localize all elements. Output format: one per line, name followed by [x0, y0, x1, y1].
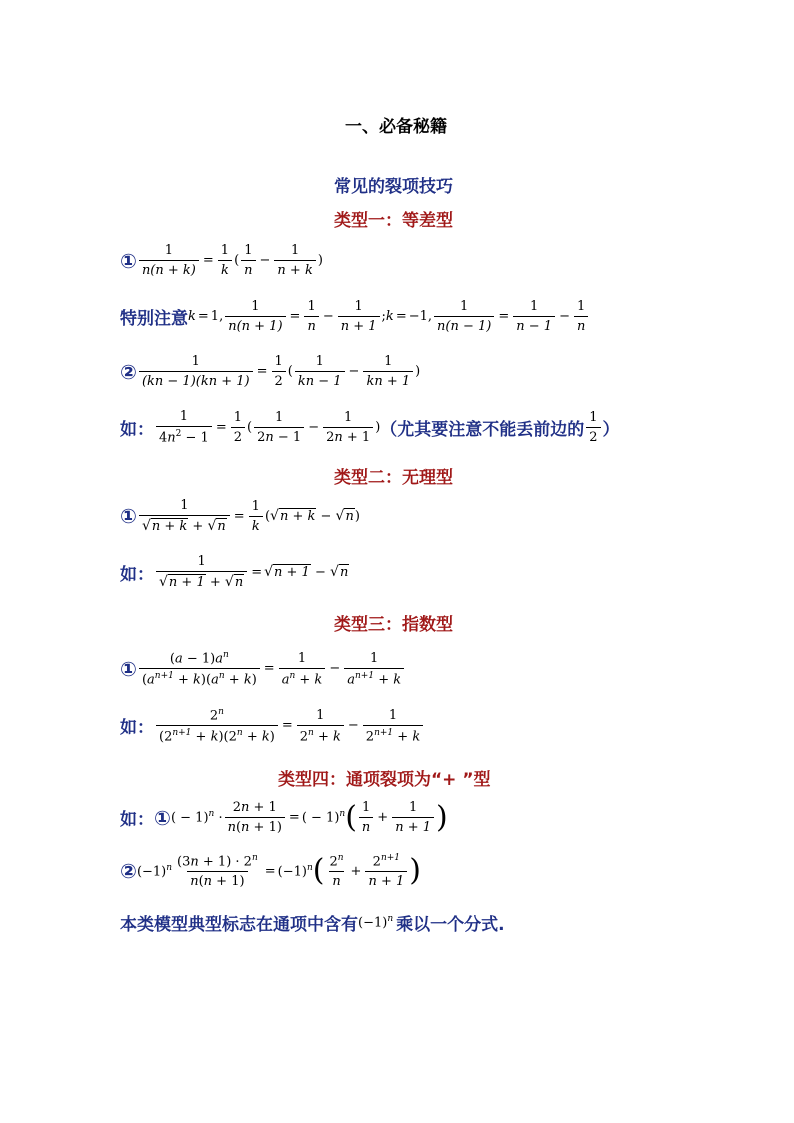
circled-number-2: ② — [120, 359, 137, 384]
type-heading-2: 类型二：无理型 — [334, 468, 453, 488]
example-label: 如： — [120, 718, 154, 739]
conclusion-line: 本类模型典型标志在通项中含有 $(-1)^n$ 乘以一个分式. — [120, 910, 505, 935]
example-4-1: 如： ① ( − 1)$^n$ · $\frac{2n + 1}{n(n + 1)}$ = ( − 1)$^n$ ( $\frac{1}{n}$ + $\frac{1}{n + 1}$ ) — [120, 799, 448, 835]
circled-number-2: ② — [120, 859, 137, 884]
type-heading-4: 类型四：通项裂项为“+ ”型 — [278, 770, 491, 790]
example-4-2: ② $(-1)^n$ $\frac{(3n + 1) \cdot 2^n}{n(n + 1)}$ = $(-1)^n$ ( $\frac{2^n}{n}$ + $\frac{2^{n+1}}{n + 1}$ ) — [120, 853, 421, 890]
page-title: 一、必备秘籍 — [345, 117, 447, 137]
example-label: 如： — [120, 810, 154, 830]
formula-2-1: ① $\frac{1}{√n + k + √n}$ = $\frac{1}{k}$ (√n + k − √n) — [120, 498, 360, 534]
special-note-label: 特别注意 — [120, 309, 188, 329]
conclusion-text-b: 乘以一个分式. — [396, 915, 505, 935]
formula-3-1: ① $\frac{(a - 1)a^n}{(a^{n+1} + k)(a^n + k)}$ = $\frac{1}{a^n + k}$ − $\frac{1}{a^{n+1} + k}$ — [120, 650, 406, 688]
type-heading-1: 类型一：等差型 — [334, 211, 453, 231]
example-label: 如： — [120, 564, 154, 585]
example-2: 如： $\frac{1}{√n + 1 + √n}$ = √n + 1 − √n — [120, 554, 349, 590]
circled-number-1: ① — [120, 656, 137, 681]
type-heading-3: 类型三：指数型 — [334, 615, 453, 635]
section-subtitle: 常见的裂项技巧 — [334, 177, 453, 197]
note-close: ） — [602, 419, 620, 440]
example-label: 如： — [120, 419, 154, 440]
circled-number-1: ① — [120, 248, 137, 273]
circled-number-1: ① — [120, 504, 137, 528]
circled-number-1: ① — [154, 805, 171, 830]
note-open: （尤其要注意不能丢前边的 — [380, 419, 585, 440]
formula-1-1: ① $\frac{1}{n(n + k)}$ = $\frac{1}{k}$ ( $\frac{1}{n}$ − $\frac{1}{n + k}$ ) — [120, 243, 323, 278]
example-1: 如： $\frac{1}{4n^2 - 1}$ = $\frac{1}{2}$ ( $\frac{1}{2n - 1}$ − $\frac{1}{2n + 1}$ ) （尤其要注意不能丢前边的 $\frac{1}{2}$ ） — [120, 409, 620, 446]
formula-1-2: ② $\frac{1}{(kn - 1)(kn + 1)}$ = $\frac{1}{2}$ ( $\frac{1}{kn - 1}$ − $\frac{1}{kn + 1}$ ) — [120, 354, 421, 389]
special-note-row: 特别注意 k = 1, $\frac{1}{n(n + 1)}$ = $\frac{1}{n}$ − $\frac{1}{n + 1}$ ; k = −1, $\frac{1}{n(n - 1)}$ = $\frac{1}{n - 1}$ − $\frac{1}{n}$ — [120, 299, 590, 334]
conclusion-text-a: 本类模型典型标志在通项中含有 — [120, 915, 358, 935]
example-3: 如： $\frac{2^n}{(2^{n+1} + k)(2^n + k)}$ = $\frac{1}{2^n + k}$ − $\frac{1}{2^{n+1} + k}$ — [120, 707, 425, 745]
